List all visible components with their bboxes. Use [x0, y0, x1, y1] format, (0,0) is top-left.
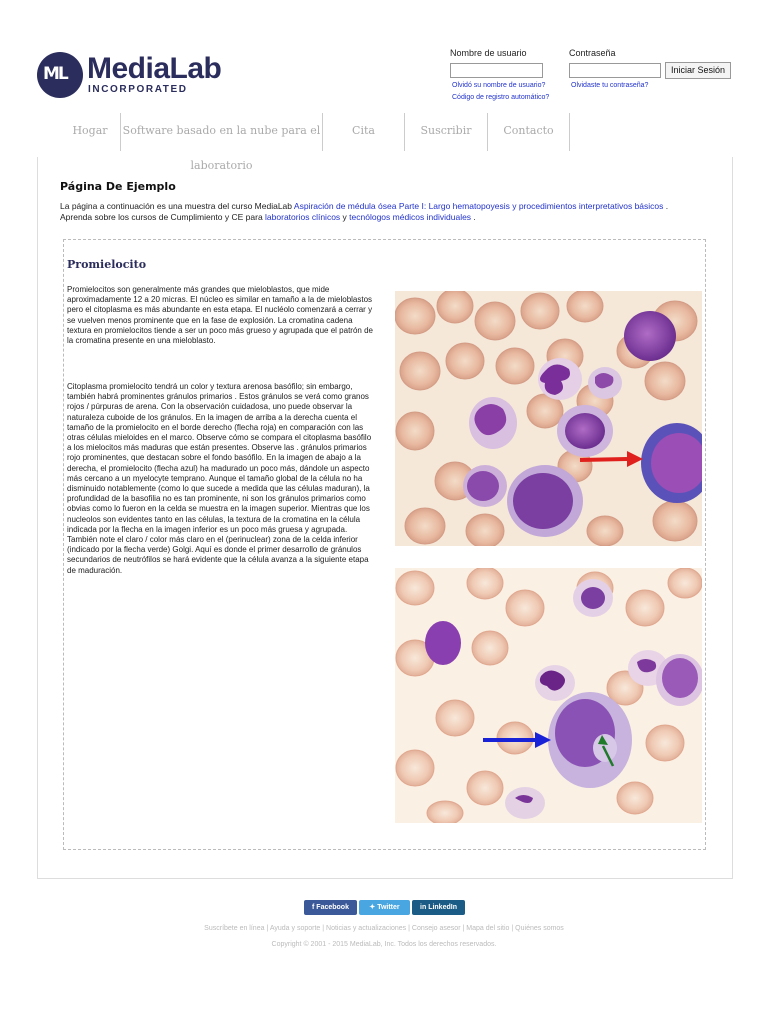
username-label: Nombre de usuario	[450, 48, 527, 58]
facebook-icon: f	[312, 904, 317, 911]
paragraph-1: Promielocitos son generalmente más grandes que mieloblastos, que mide aproximadamente 12 a 20 micras. El núcleo es similar en tamaño a la de mieloblastos pero el citoplasma es más abundante en esta etapa. El nucléolo comenzará a cerrar y se vuelven menos prominente que en la fase de explosión. La cromatina cadena textura en promielocitos tiende a ser un poco más grueso y agrupada que el patrón de la cromatina presente en una mieloblasto.	[67, 285, 373, 346]
linkedin-button[interactable]: in LinkedIn	[412, 900, 465, 915]
auto-registration-code-link[interactable]: Código de registro automático?	[452, 94, 550, 101]
facebook-button[interactable]: f Facebook	[304, 900, 357, 915]
footer-link-sitemap[interactable]: Mapa del sitio	[466, 925, 510, 932]
section-title: Promielocito	[67, 258, 147, 271]
login-button[interactable]: Iniciar Sesión	[665, 62, 731, 79]
nav-contact[interactable]: Contacto	[488, 113, 570, 151]
forgot-password-link[interactable]: Olvidaste tu contraseña?	[571, 82, 649, 89]
footer-link-help[interactable]: Ayuda y soporte	[269, 925, 321, 932]
nav-subscribe[interactable]: Suscribir	[405, 113, 488, 151]
nav-cloud-software[interactable]: Software basado en la nube para el laboratorio	[121, 113, 323, 151]
footer-link-news[interactable]: Noticias y actualizaciones	[326, 925, 407, 932]
logo-subtitle: INCORPORATED	[88, 84, 188, 95]
linkedin-icon: in	[420, 904, 429, 911]
footer-link-subscribe[interactable]: Suscríbete en línea	[204, 925, 265, 932]
intro-text: La página a continuación es una muestra del curso MediaLab Aspiración de médula ósea Parte I: Largo hematopoyesis y procedimientos interpretativos básicos . Aprenda sobre los cursos de Cumplimiento y CE para laboratorios clínicos y tecnólogos médicos individuales .	[60, 201, 669, 222]
footer-link-about[interactable]: Quiénes somos	[515, 925, 564, 932]
medialab-logo[interactable]	[37, 52, 237, 102]
footer-link-advisor[interactable]: Consejo asesor	[411, 925, 461, 932]
logo-mark: ML	[37, 52, 83, 98]
username-input[interactable]	[450, 63, 543, 78]
twitter-button[interactable]: ✦ Twitter	[359, 900, 410, 915]
micrograph-top	[395, 291, 702, 546]
forgot-username-link[interactable]: Olvidó su nombre de usuario?	[452, 82, 546, 89]
clinical-labs-link[interactable]: laboratorios clínicos	[265, 212, 341, 222]
footer-links: Suscríbete en línea | Ayuda y soporte | Noticias y actualizaciones | Consejo asesor | Mapa del sitio | Quiénes somos	[204, 925, 564, 932]
nav-home[interactable]: Hogar	[60, 113, 121, 151]
login-form	[450, 48, 740, 108]
logo-name: MediaLab	[87, 52, 222, 85]
page-title: Página De Ejemplo	[60, 180, 176, 193]
paragraph-2: Citoplasma promielocito tendrá un color y textura arenosa basófilo; sin embargo, también habrá prominentes gránulos primarios . Estos gránulos se verá como granos rojos / púrpuras de arena. Con la observación cuidadosa, uno puede observar la naturaleza cuboide de los gránulos. En la imagen de arriba a la derecha cuenta el tamaño de la promielocito en el borde derecho (flecha roja) en comparación con las otras células mieloides en el marco. Observe cómo se compara el citoplasma basófilo a los mielocitos más maduras que están presentes. Observe las . gránulos primarios rojo prominentes, que destacan sobre el fondo basófilo. En la imagen de abajo a la derecha, el promielocito (flecha azul) ha madurado un poco más, dándole un aspecto más cercano a un myelocyte temprano. Aunque el tamaño global de la célula no ha disminuido notablemente (como lo que sucede a medida que las células maduran), la profundidad de la basofilia no es tan prominente, ni son los gránulos primarios como obvias como lo fueron en la celda se muestra en la imagen superior. Mientras que los nucleolos son evidentes tanto en las células, la textura de la cromatina en la célula indicada por la flecha en la imagen inferior es un poco más gruesa y agrupada. También note el claro / color más claro en el (perinuclear) zona de la celda inferior (indicado por la flecha verde) Golgi. Aquí es donde el primer desarrollo de gránulos secundarios de neutrófilos se hará evidente que la célula avanza a la siguiente etapa de maduración.	[67, 382, 372, 575]
nav-cite[interactable]: Cita	[323, 113, 405, 151]
course-link[interactable]: Aspiración de médula ósea Parte I: Largo hematopoyesis y procedimientos interpretativos básicos	[293, 201, 664, 211]
password-label: Contraseña	[569, 48, 616, 58]
copyright-text: Copyright © 2001 - 2015 MediaLab, Inc. Todos los derechos reservados.	[271, 941, 497, 948]
twitter-icon: ✦	[369, 904, 378, 911]
password-input[interactable]	[569, 63, 661, 78]
micrograph-bottom	[395, 568, 702, 823]
medical-technologists-link[interactable]: tecnólogos médicos individuales	[349, 212, 472, 222]
